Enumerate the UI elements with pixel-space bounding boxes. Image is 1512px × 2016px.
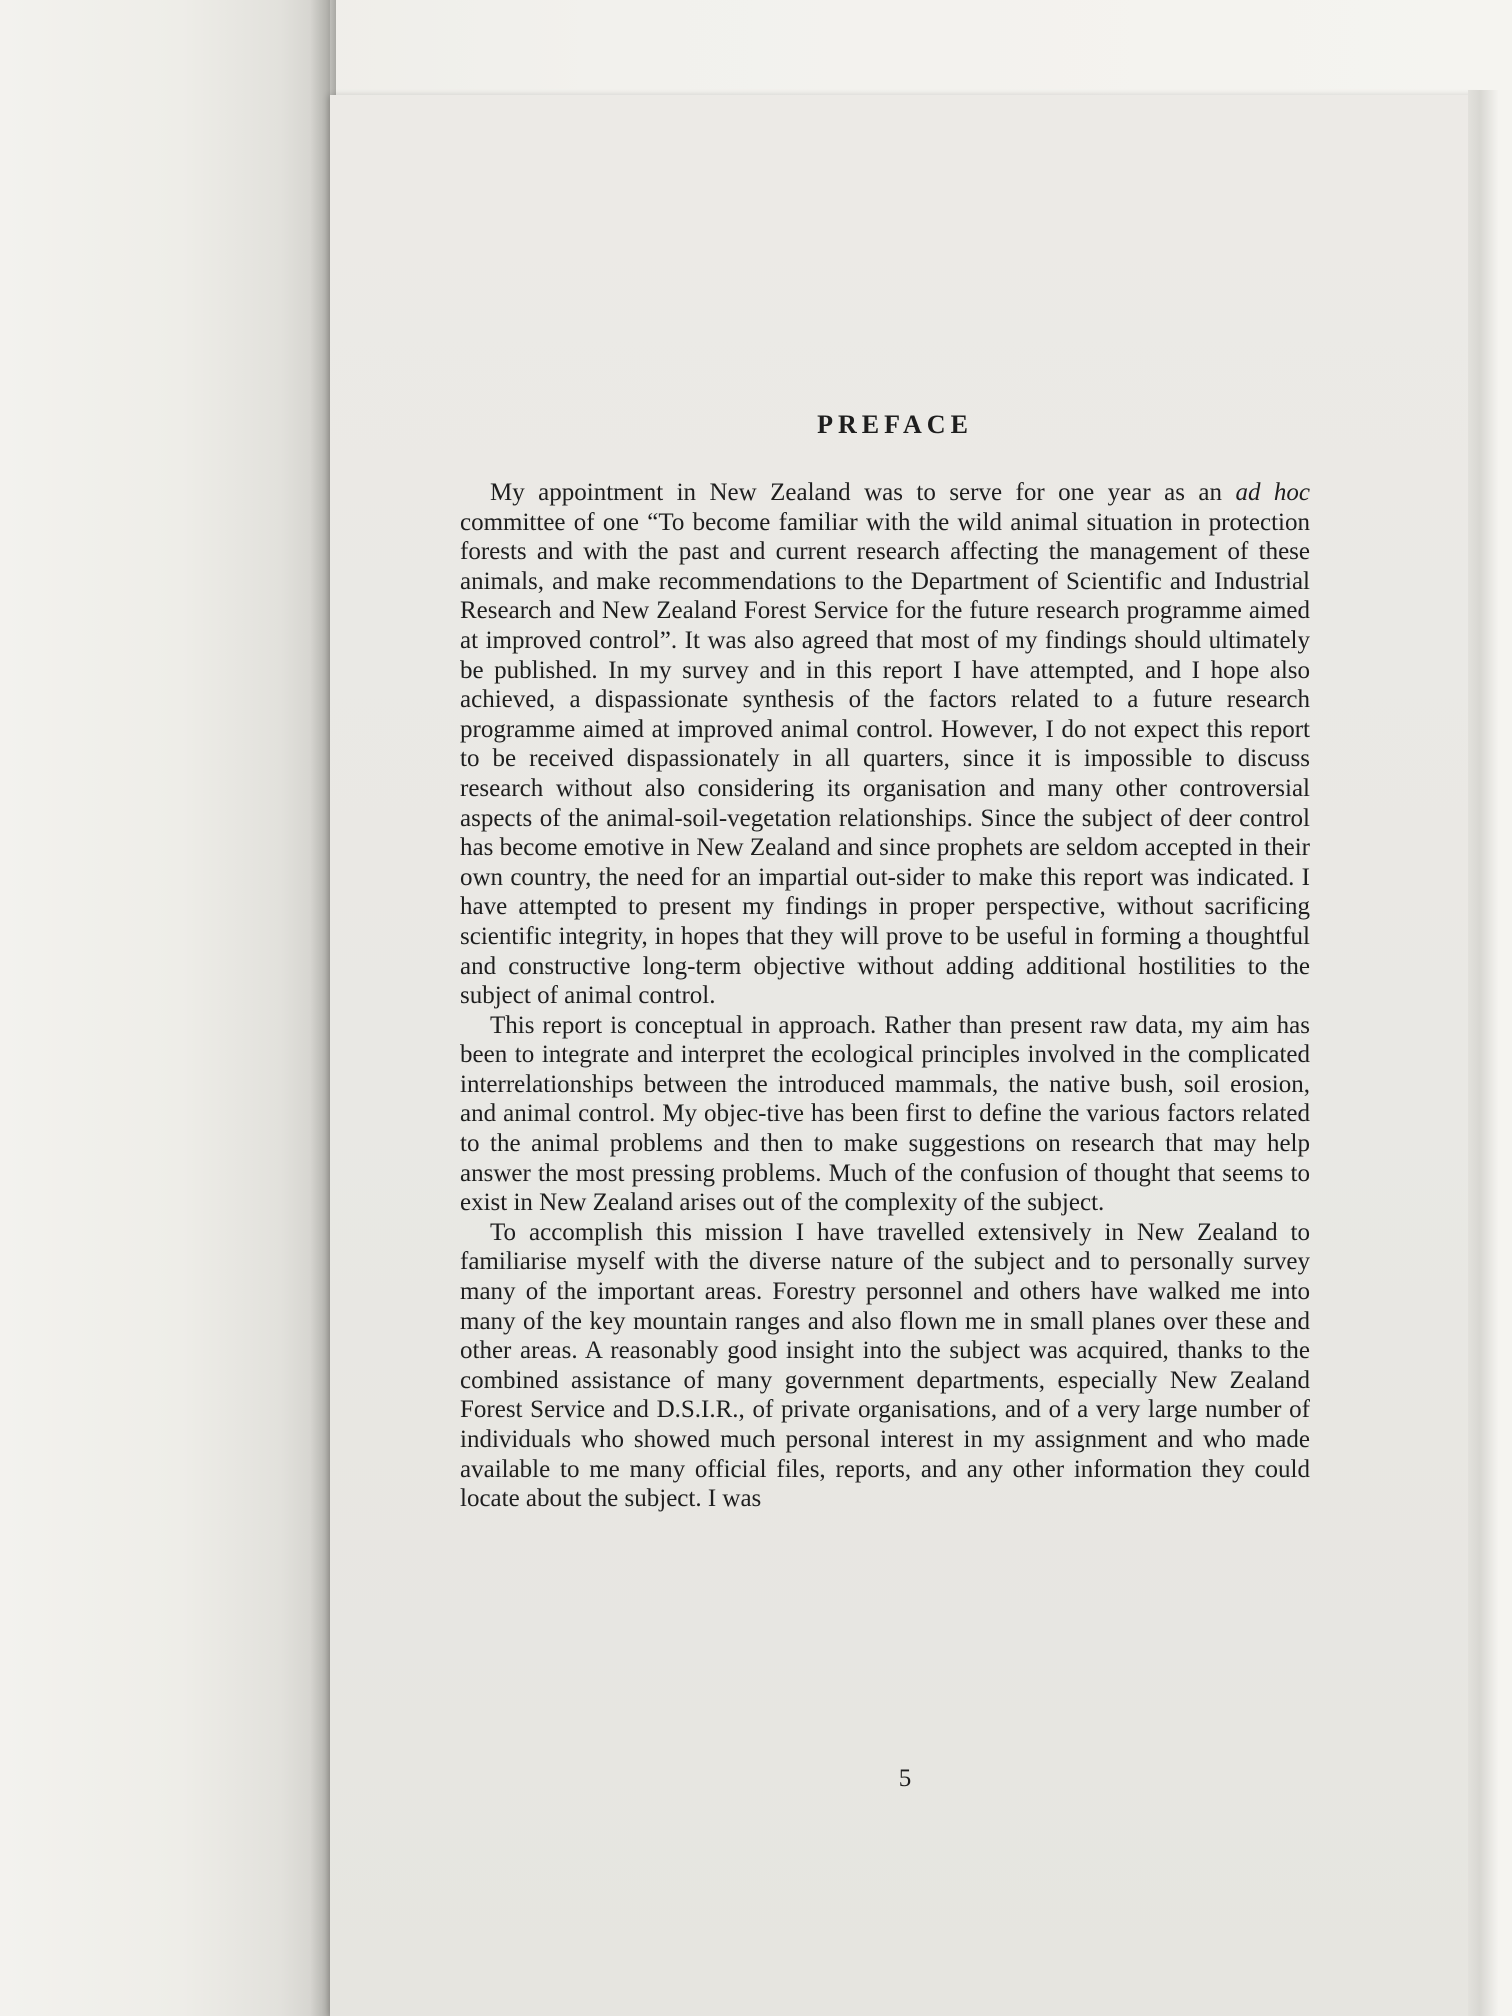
- paragraph-2: This report is conceptual in approach. Rather than present raw data, my aim has been to integrate and interpret the ecological principles involved in the complicated interrelationships between the introduced mammals, the native bush, soil erosion, and animal control. My objec-tive has been first to define the various factors related to the animal problems and then to make suggestions on research that may help answer the most pressing problems. Much of the confusion of thought that seems to exist in New Zealand arises out of the complexity of the subject.: [460, 1011, 1310, 1217]
- paragraph-3: To accomplish this mission I have travelled extensively in New Zealand to familiarise myself with the diverse nature of the subject and to personally survey many of the important areas. Forestry personnel and others have walked me into many of the key mountain ranges and also flown me in small planes over these and other areas. A reasonably good insight into the subject was acquired, thanks to the combined assistance of many government departments, especially New Zealand Forest Service and D.S.I.R., of private organisations, and of a very large number of individuals who showed much personal interest in my assignment and who made available to me many official files, reports, and any other information they could locate about the subject. I was: [460, 1218, 1310, 1513]
- left-page: [0, 0, 330, 2016]
- page-number: 5: [898, 1765, 912, 1792]
- page-heading: PREFACE: [817, 410, 973, 439]
- paragraph-1-rest: committee of one “To become familiar with the wild animal situation in protection forests and with the past and current research affecting the management of these animals, and make recommendations to the Department of Scientific and Industrial Research and New Zealand Forest Service for the future research programme aimed at improved control”. It was also agreed that most of my findings should ultimately be published. In my survey and in this report I have attempted, and I hope also achieved, a dispassionate synthesis of the factors related to a future research programme aimed at improved animal control. However, I do not expect this report to be received dispassionately in all quarters, since it is impossible to discuss research without also considering its organisation and many other controversial aspects of the animal-soil-vegetation relationships. Since the subject of deer control has become emotive in New Zealand and since prophets are seldom accepted in their own country, the need for an impartial out-sider to make this report was indicated. I have attempted to present my findings in proper perspective, without sacrificing scientific integrity, in hopes that they will prove to be useful in forming a thoughtful and constructive long-term objective without adding additional hostilities to the subject of animal control.: [460, 508, 1310, 1010]
- paragraph-1-italic: ad hoc: [1235, 479, 1310, 506]
- page-edge: [1468, 90, 1498, 2016]
- paragraph-1-start: My appointment in New Zealand was to serve for one year as an: [490, 479, 1236, 506]
- paragraph-1: [460, 478, 1310, 1011]
- page-text-block: [460, 410, 1310, 1792]
